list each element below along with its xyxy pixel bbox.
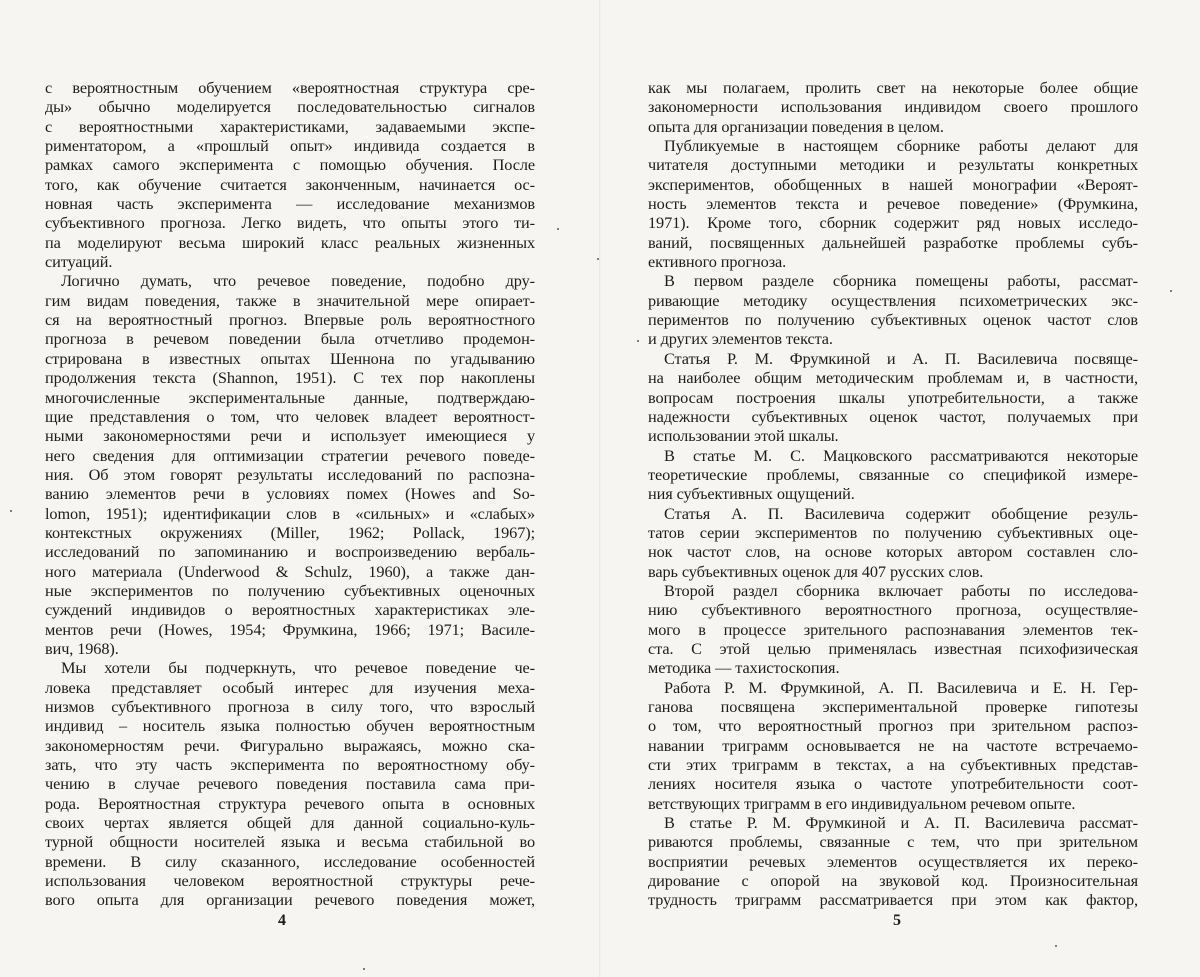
- text-line: многочисленные экспериментальные данные, подтверждаю-: [45, 387, 535, 407]
- text-line: варь субъективных оценок для 407 русских слов.: [648, 561, 984, 581]
- text-line: на наиболее общим методическим проблемам и, в частности,: [648, 368, 1138, 388]
- text-line: своих чертах является общей для данной социально-куль-: [45, 813, 535, 833]
- page-number-left: 4: [278, 912, 286, 929]
- page-number-right: 5: [893, 912, 901, 929]
- text-line: времени. В силу сказанного, исследование особенностей: [45, 851, 535, 871]
- text-line: ривающие методику осуществления психометрических экс-: [648, 290, 1138, 310]
- text-line: теоретические проблемы, связанные со спецификой измере-: [648, 464, 1138, 484]
- text-line: ста. С этой целью применялась известная психофизическая: [648, 638, 1138, 658]
- text-line: использования человеком вероятностной структуры рече-: [45, 871, 535, 891]
- text-line: надежности субъективных оценок частот, получаемых при: [648, 406, 1138, 426]
- text-line: мого в процессе зрительного распознавания элементов тек-: [648, 619, 1138, 639]
- text-line: щие представления о том, что человек владеет вероятност-: [45, 406, 535, 426]
- text-line: Статья А. П. Василевича содержит обобщение резуль-: [664, 503, 1138, 523]
- text-line: ловека представляет особый интерес для изучения меха-: [45, 677, 535, 697]
- text-line: низмов субъективного прогноза в силу того, что взрослый: [45, 697, 535, 716]
- text-line: ные экспериментов по получению субъективных оценочных: [45, 580, 535, 600]
- text-line: закономерностям речи. Фигурально выражаясь, можно ска-: [45, 735, 535, 755]
- text-line: ганова посвящена экспериментальной проверке гипотезы: [648, 697, 1138, 716]
- text-line: дирование с опорой на звуковой код. Произносительная: [648, 871, 1138, 891]
- scan-speck: [637, 340, 639, 342]
- text-line: Публикуемые в настоящем сборнике работы делают для: [664, 136, 1138, 156]
- text-line: с вероятностным обучением «вероятностная структура сре-: [45, 78, 535, 97]
- text-line: нию субъективного вероятностного прогноза, осуществляе-: [648, 600, 1138, 620]
- text-line: В первом разделе сборника помещены работы, рассмат-: [664, 271, 1138, 291]
- text-line: контекстных окружениях (Miller, 1962; Pollack, 1967);: [45, 522, 535, 542]
- text-line: Второй раздел сборника включает работы по исследова-: [664, 580, 1138, 600]
- text-line: ды» обычно моделируется последовательностью сигналов: [45, 97, 535, 117]
- text-line: ванию элементов речи в условиях помех (Howes and So-: [45, 484, 535, 504]
- text-line: периментов по получению субъективных оценок частот слов: [648, 310, 1138, 330]
- text-line: ными закономерностями речи и использует имеющиеся у: [45, 426, 535, 446]
- text-line: ния субъективных ощущений.: [648, 484, 855, 504]
- text-line: рамках самого эксперимента с помощью обучения. После: [45, 155, 535, 175]
- left-page-text: [45, 78, 535, 910]
- text-line: и других элементов текста.: [648, 329, 833, 349]
- text-line: субъективного прогноза. Легко видеть, что опыты этого ти-: [45, 213, 535, 233]
- text-line: индивид – носитель языка полностью обучен вероятностным: [45, 716, 535, 736]
- text-line: ментов речи (Howes, 1954; Фрумкина, 1966; 1971; Василе-: [45, 619, 535, 639]
- text-line: восприятии речевых элементов осуществляется их переко-: [648, 851, 1138, 871]
- text-line: ного материала (Underwood & Schulz, 1960), а также дан-: [45, 561, 535, 581]
- text-line: рода. Вероятностная структура речевого опыта в основных: [45, 793, 535, 813]
- text-line: методика — тахистоскопия.: [648, 658, 840, 678]
- text-line: вопросам построения шкалы употребительности, а также: [648, 387, 1138, 407]
- book-spine: [599, 0, 601, 977]
- text-line: ветствующих триграмм в его индивидуальном речевом опыте.: [648, 793, 1076, 813]
- text-line: прогноза в речевом поведении была отчетливо продемон-: [45, 329, 535, 349]
- text-line: Логично думать, что речевое поведение, подобно дру-: [61, 271, 535, 291]
- text-line: исследований по запоминанию и воспроизведению вербаль-: [45, 542, 535, 562]
- text-line: него сведения для оптимизации стратегии речевого поведе-: [45, 445, 535, 465]
- text-line: В статье М. С. Мацковского рассматриваются некоторые: [664, 445, 1138, 465]
- text-line: Работа Р. М. Фрумкиной, А. П. Василевича и Е. Н. Гер-: [664, 677, 1138, 697]
- text-line: нок частот слов, на основе которых автором составлен сло-: [648, 542, 1138, 562]
- text-line: lomon, 1951); идентификации слов в «сильных» и «слабых»: [45, 503, 535, 523]
- text-line: экспериментов, обобщенных в нашей монографии «Вероят-: [648, 174, 1138, 194]
- text-line: суждений индивидов о вероятностных характеристиках эле-: [45, 600, 535, 620]
- text-line: па моделируют весьма широкий класс реальных жизненных: [45, 232, 535, 252]
- text-line: зать, что эту часть эксперимента по вероятностному обу-: [45, 755, 535, 775]
- text-line: ния. Об этом говорят результаты исследований по распозна-: [45, 464, 535, 484]
- text-line: навании триграмм основывается не на частоте встречаемо-: [648, 735, 1138, 755]
- text-line: читателя доступными методики и результаты конкретных: [648, 155, 1138, 175]
- text-line: татов серии экспериментов по получению субъективных оце-: [648, 522, 1138, 542]
- text-line: сти этих триграмм в текстах, а на субъективных представ-: [648, 755, 1138, 775]
- scan-speck: [557, 228, 559, 230]
- scan-speck: [363, 968, 365, 970]
- text-line: трудность триграмм рассматривается при этом как фактор,: [648, 890, 1138, 910]
- text-line: ваний, посвященных дальнейшей разработке проблемы субъ-: [648, 232, 1138, 252]
- text-line: ситуаций.: [45, 252, 113, 272]
- text-line: того, как обучение считается законченным, начинается ос-: [45, 174, 535, 194]
- text-line: лениях носителя языка о частоте употребительности соот-: [648, 774, 1138, 794]
- text-line: чению в случае речевого поведения поставила сама при-: [45, 774, 535, 794]
- text-line: турной общности носителей языка и весьма стабильной во: [45, 832, 535, 852]
- text-line: 1971). Кроме того, сборник содержит ряд новых исследо-: [648, 213, 1138, 233]
- scan-speck: [597, 258, 599, 260]
- scan-speck: [1055, 945, 1057, 947]
- text-line: вич, 1968).: [45, 638, 119, 658]
- text-line: риваются проблемы, связанные с тем, что при зрительном: [648, 832, 1138, 852]
- scan-speck: [1170, 290, 1172, 292]
- text-line: использовании этой шкалы.: [648, 426, 839, 446]
- text-line: как мы полагаем, пролить свет на некоторые более общие: [648, 78, 1138, 97]
- text-line: новная часть эксперимента — исследование механизмов: [45, 194, 535, 214]
- text-line: Статья Р. М. Фрумкиной и А. П. Василевича посвяще-: [664, 348, 1138, 368]
- text-line: продолжения текста (Shannon, 1951). С тех пор накоплены: [45, 368, 535, 388]
- text-line: с вероятностными характеристиками, задаваемыми экспе-: [45, 116, 535, 136]
- text-line: закономерности использования индивидом своего прошлого: [648, 97, 1138, 117]
- text-line: ективного прогноза.: [648, 252, 787, 272]
- scan-speck: [10, 510, 12, 512]
- text-line: ность элементов текста и речевое поведение» (Фрумкина,: [648, 194, 1138, 214]
- text-line: риментатором, а «прошлый опыт» индивида создается в: [45, 136, 535, 156]
- text-line: опыта для организации поведения в целом.: [648, 116, 944, 136]
- text-line: стрирована в известных опытах Шеннона по угадыванию: [45, 348, 535, 368]
- text-line: вого опыта для организации речевого поведения может,: [45, 890, 535, 910]
- text-line: В статье Р. М. Фрумкиной и А. П. Василевича рассмат-: [664, 813, 1138, 833]
- right-page-text: [648, 78, 1138, 910]
- text-line: ся на вероятностный прогноз. Впервые роль вероятностного: [45, 310, 535, 330]
- text-line: Мы хотели бы подчеркнуть, что речевое поведение че-: [61, 658, 535, 678]
- text-line: гим видам поведения, также в значительной мере опирает-: [45, 290, 535, 310]
- text-line: о том, что вероятностный прогноз при зрительном распоз-: [648, 716, 1138, 736]
